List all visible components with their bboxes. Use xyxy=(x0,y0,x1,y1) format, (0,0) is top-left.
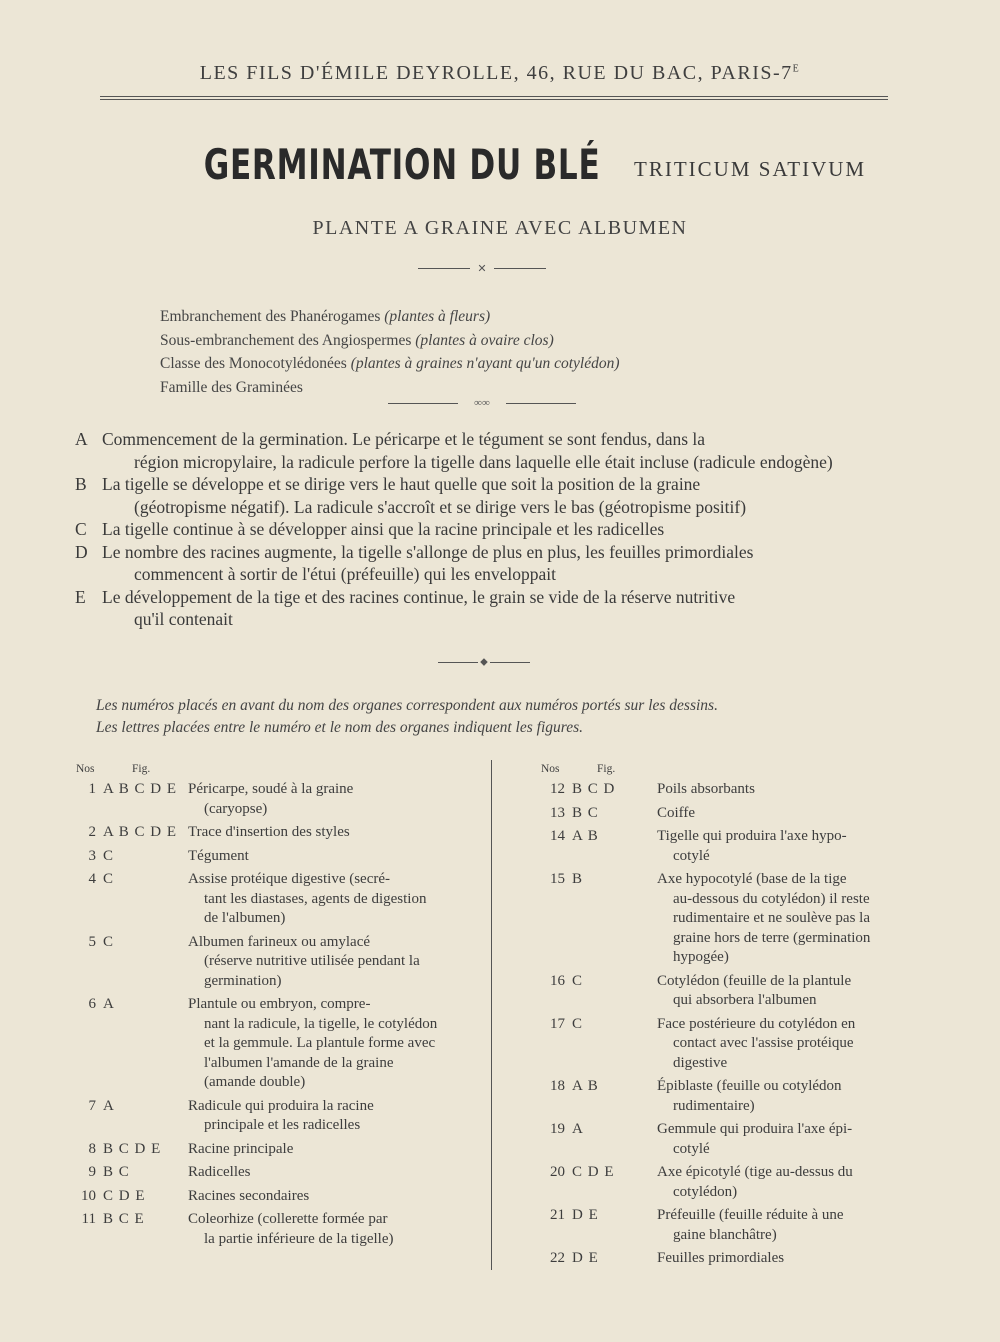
stage-text: La tigelle continue à se développer ainsi que la racine principale et les radicelles xyxy=(102,519,665,539)
text: Radicule qui produira la racine xyxy=(188,1097,374,1114)
page-title xyxy=(0,140,1000,189)
organ-row xyxy=(530,804,900,824)
text: A xyxy=(103,996,115,1012)
text: 17 xyxy=(550,1015,565,1032)
stage-text-cont: commencent à sortir de l'étui (préfeuille) qui les enveloppait xyxy=(134,564,557,584)
organ-row xyxy=(72,1210,444,1249)
publisher-text: LES FILS D'ÉMILE DEYROLLE, 46, RUE DU BAC, PARIS-7 xyxy=(199,62,793,84)
text: A B xyxy=(572,828,599,844)
stage-letter: C xyxy=(75,519,87,539)
text: 3 xyxy=(88,847,96,864)
text: D E xyxy=(572,1250,599,1266)
publisher-superscript: E xyxy=(792,63,801,75)
title-latin-name: TRITICUM SATIVUM xyxy=(634,157,867,181)
stage-letter: D xyxy=(75,541,88,562)
stage-text: Commencement de la germination. Le péricarpe et le tégument se sont fendus, dans la xyxy=(102,429,706,449)
header-nos: Nos xyxy=(541,763,560,775)
text: 18 xyxy=(550,1078,565,1094)
text: Trace d'insertion des styles xyxy=(188,824,350,840)
note-line: Les numéros placés en avant du nom des organes correspondent aux numéros portés sur les dessins. xyxy=(96,697,718,714)
germination-stages xyxy=(75,428,895,631)
header-nos: Nos xyxy=(76,763,95,775)
text: (plantes à fleurs) xyxy=(384,308,491,325)
text: (plantes à ovaire clos) xyxy=(415,331,554,349)
text: Plantule ou embryon, compre- xyxy=(188,996,371,1012)
stage-item xyxy=(75,473,895,518)
organ-row xyxy=(530,780,900,800)
text: Gemmule qui produira l'axe épi- xyxy=(657,1121,853,1137)
text: nant la radicule, la tigelle, le cotylédon et la gemmule. La plantule forme avec l'albumen l'amande de la graine (amande double) xyxy=(204,1015,438,1090)
text: rudimentaire) xyxy=(673,1097,755,1114)
text: Péricarpe, soudé à la graine xyxy=(188,781,354,797)
stage-text-cont: (géotropisme négatif). La radicule s'accroît et se dirige vers le bas (géotropisme positif) xyxy=(134,496,747,517)
text: contact avec l'assise protéique digestive xyxy=(673,1035,854,1071)
text: 15 xyxy=(550,871,565,887)
text: Tégument xyxy=(188,847,249,864)
classification-list xyxy=(160,305,620,399)
text: 13 xyxy=(550,804,565,821)
text: Sous-embranchement des Angiospermes xyxy=(160,331,412,349)
text: Racines secondaires xyxy=(188,1187,310,1204)
header-fig: Fig. xyxy=(597,763,616,775)
organ-row xyxy=(72,1163,444,1183)
stage-item xyxy=(75,541,895,586)
text: Face postérieure du cotylédon en xyxy=(657,1015,856,1032)
text: 6 xyxy=(88,996,96,1012)
organ-row xyxy=(530,1120,900,1159)
stage-text-cont: qu'il contenait xyxy=(134,609,233,629)
text: Famille des Graminées xyxy=(160,378,303,396)
text: Cotylédon (feuille de la plantule xyxy=(657,972,852,989)
text: Radicelles xyxy=(188,1164,251,1180)
text: cotylé xyxy=(673,847,710,864)
organ-row xyxy=(72,847,444,867)
text: Épiblaste (feuille ou cotylédon xyxy=(657,1078,842,1094)
classification-line xyxy=(160,305,620,329)
text: Préfeuille (feuille réduite à une xyxy=(657,1207,844,1223)
page-subtitle: PLANTE A GRAINE AVEC ALBUMEN xyxy=(312,217,688,239)
organ-row xyxy=(530,827,900,866)
organ-row xyxy=(72,1187,444,1207)
text: Albumen farineux ou amylacé xyxy=(188,933,371,950)
organ-row xyxy=(72,1140,444,1160)
text: B C D xyxy=(572,781,616,797)
text: C D E xyxy=(572,1164,615,1180)
text: 9 xyxy=(88,1164,96,1180)
text: principale et les radicelles xyxy=(204,1117,361,1133)
text: C D E xyxy=(103,1187,146,1204)
text: B C xyxy=(103,1164,130,1180)
title-main: GERMINATION DU BLÉ xyxy=(203,140,601,189)
text: la partie inférieure de la tigelle) xyxy=(204,1230,394,1247)
column-divider xyxy=(491,760,492,1270)
text: 7 xyxy=(88,1097,96,1114)
text: (plantes à graines n'ayant qu'un cotylédon) xyxy=(350,355,620,372)
stage-text: Le nombre des racines augmente, la tigelle s'allonge de plus en plus, les feuilles primordiales xyxy=(102,541,754,562)
text: A xyxy=(103,1097,115,1114)
text: 2 xyxy=(88,824,96,840)
text: A B C D E xyxy=(103,824,178,840)
organ-row xyxy=(530,1015,900,1074)
text: tant les diastases, agents de digestion de l'albumen) xyxy=(204,890,427,926)
text: au-dessous du cotylédon) il reste rudimentaire et ne soulève pas la graine hors de terre (germination hypogée) xyxy=(673,890,871,965)
text: Coleorhize (collerette formée par xyxy=(188,1211,388,1227)
stage-item xyxy=(75,586,895,631)
organ-row xyxy=(72,870,444,929)
stage-text: Le développement de la tige et des racines continue, le grain se vide de la réserve nutritive xyxy=(102,586,736,607)
text: 4 xyxy=(88,871,96,887)
text: Tigelle qui produira l'axe hypo- xyxy=(657,828,847,844)
organ-row xyxy=(530,1077,900,1116)
ornament-divider-3 xyxy=(438,656,530,670)
table-header xyxy=(530,760,900,780)
text: B C E xyxy=(103,1211,145,1227)
reading-notes xyxy=(96,695,718,739)
header-double-rule xyxy=(100,96,888,100)
text: Axe épicotylé (tige au-dessus du xyxy=(657,1164,853,1180)
text: B C D E xyxy=(103,1140,162,1157)
text: C xyxy=(572,1015,584,1032)
text: 19 xyxy=(550,1121,565,1137)
text: 1 xyxy=(88,781,96,797)
text: Embranchement des Phanérogames xyxy=(160,308,381,325)
text: C xyxy=(103,847,115,864)
organ-list-left xyxy=(72,760,444,1253)
text: Poils absorbants xyxy=(657,781,755,797)
organ-row xyxy=(72,933,444,992)
text: (réserve nutritive utilisée pendant la germination) xyxy=(204,953,420,989)
text: 11 xyxy=(81,1211,96,1227)
text: 22 xyxy=(550,1250,565,1266)
text: A B C D E xyxy=(103,781,178,797)
text: gaine blanchâtre) xyxy=(673,1226,777,1243)
text: C xyxy=(572,972,584,989)
classification-line xyxy=(160,329,620,353)
organ-row xyxy=(530,972,900,1011)
text: Feuilles primordiales xyxy=(657,1250,785,1266)
ornament-divider-1 xyxy=(418,262,546,276)
classification-line xyxy=(160,376,620,400)
stage-letter: A xyxy=(75,429,88,449)
text: B xyxy=(572,871,584,887)
organ-row xyxy=(72,823,444,843)
stage-letter: B xyxy=(75,474,87,494)
ornament-divider-2 xyxy=(388,397,576,411)
text: A xyxy=(572,1121,584,1137)
organ-row xyxy=(72,995,444,1093)
text: 20 xyxy=(550,1164,565,1180)
ornament-glyph: ✕ xyxy=(477,263,487,275)
stage-text-cont: région micropylaire, la radicule perfore la tigelle dans laquelle elle était incluse (radicule endogène) xyxy=(134,451,833,472)
table-header xyxy=(72,760,444,780)
text: qui absorbera l'albumen xyxy=(673,992,817,1008)
publisher-header xyxy=(0,62,1000,85)
organ-row xyxy=(72,1097,444,1136)
header-fig: Fig. xyxy=(132,763,151,775)
text: (caryopse) xyxy=(204,800,268,817)
stage-item xyxy=(75,518,895,541)
text: Axe hypocotylé (base de la tige xyxy=(657,871,847,887)
text: cotylédon) xyxy=(673,1183,738,1200)
organ-list-right xyxy=(530,760,900,1273)
text: cotylé xyxy=(673,1140,710,1157)
text: 5 xyxy=(88,933,96,950)
text: Classe des Monocotylédonées xyxy=(160,355,347,372)
stage-text: La tigelle se développe et se dirige vers le haut quelle que soit la position de la graine xyxy=(102,474,701,494)
organ-row xyxy=(530,1249,900,1269)
text: 21 xyxy=(550,1207,565,1223)
organ-row xyxy=(72,780,444,819)
text: 14 xyxy=(550,828,565,844)
text: C xyxy=(103,871,115,887)
text: C xyxy=(103,933,115,950)
stage-letter: E xyxy=(75,586,86,607)
note-line: Les lettres placées entre le numéro et le nom des organes indiquent les figures. xyxy=(96,719,584,736)
organ-row xyxy=(530,870,900,968)
text: Coiffe xyxy=(657,804,696,821)
text: 16 xyxy=(550,972,565,989)
stage-item xyxy=(75,428,895,473)
text: Assise protéique digestive (secré- xyxy=(188,871,391,887)
text: A B xyxy=(572,1078,599,1094)
organ-row xyxy=(530,1163,900,1202)
text: 8 xyxy=(88,1140,96,1157)
organ-row xyxy=(530,1206,900,1245)
text: D E xyxy=(572,1207,599,1223)
text: Racine principale xyxy=(188,1140,294,1157)
ornament-glyph: ⬥ xyxy=(480,656,488,668)
text: B C xyxy=(572,804,599,821)
text: 12 xyxy=(550,781,565,797)
ornament-glyph: ∞∞ xyxy=(474,397,490,409)
text: 10 xyxy=(81,1187,96,1204)
classification-line xyxy=(160,352,620,376)
